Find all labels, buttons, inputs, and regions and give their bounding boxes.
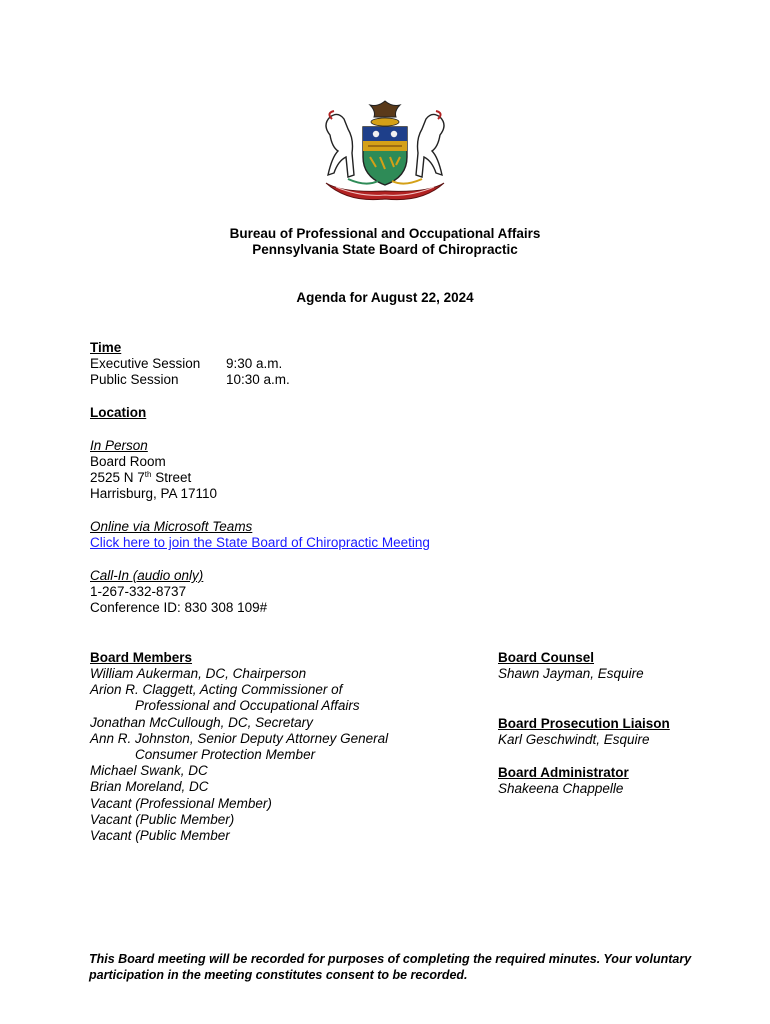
board-member-line: Michael Swank, DC [90,763,208,779]
board-member-line: Vacant (Professional Member) [90,795,272,811]
board-room: Board Room [90,454,166,469]
city-state-zip: Harrisburg, PA 17110 [90,486,218,501]
executive-session-label: Executive Session [90,356,201,371]
time-heading: Time [90,340,122,355]
board-member-line: Professional and Occupational Affairs [135,698,360,714]
teams-meeting-link[interactable]: Click here to join the State Board of Chiropractic Meeting [90,535,430,550]
board-counsel-heading: Board Counsel [498,650,595,665]
board-administrator-name: Shakeena Chappelle [498,781,624,796]
bureau-title: Bureau of Professional and Occupational Affairs [229,226,541,241]
board-member-line: Arion R. Claggett, Acting Commissioner of [90,682,343,698]
board-administrator-heading: Board Administrator [498,765,629,780]
pennsylvania-coat-of-arms-icon [308,95,462,207]
board-member-line: Consumer Protection Member [135,747,316,763]
conference-id: Conference ID: 830 308 109# [90,600,268,615]
street-ordinal: th [144,470,152,479]
street-address [90,470,191,486]
street-number: 2525 N 7 [90,470,145,485]
in-person-heading: In Person [90,438,148,453]
call-in-phone: 1-267-332-8737 [90,584,187,599]
prosecution-liaison-name: Karl Geschwindt, Esquire [498,732,650,747]
online-heading: Online via Microsoft Teams [90,519,253,534]
public-session-label: Public Session [90,372,179,387]
board-member-line: Brian Moreland, DC [90,779,209,795]
board-members-heading: Board Members [90,650,193,665]
call-in-heading: Call-In (audio only) [90,568,204,583]
board-counsel-name: Shawn Jayman, Esquire [498,666,644,681]
prosecution-liaison-heading: Board Prosecution Liaison [498,716,670,731]
street-name: Street [151,470,192,485]
board-member-line: Vacant (Public Member) [90,811,235,827]
teams-link-wrapper [90,535,430,551]
board-title: Pennsylvania State Board of Chiropractic [252,242,518,257]
executive-session-time: 9:30 a.m. [226,356,283,371]
board-member-line: William Aukerman, DC, Chairperson [90,666,307,681]
location-heading: Location [90,405,147,420]
board-member-line: Jonathan McCullough, DC, Secretary [90,714,313,730]
board-member-line: Ann R. Johnston, Senior Deputy Attorney General [90,730,389,746]
agenda-title: Agenda for August 22, 2024 [296,290,474,305]
recording-notice: This Board meeting will be recorded for purposes of completing the required minutes. Your voluntary participation in the meeting constitutes consent to be recorded. [89,952,692,982]
public-session-time: 10:30 a.m. [226,372,290,387]
board-members-list [90,666,388,844]
board-member-line: Vacant (Public Member [90,828,230,844]
